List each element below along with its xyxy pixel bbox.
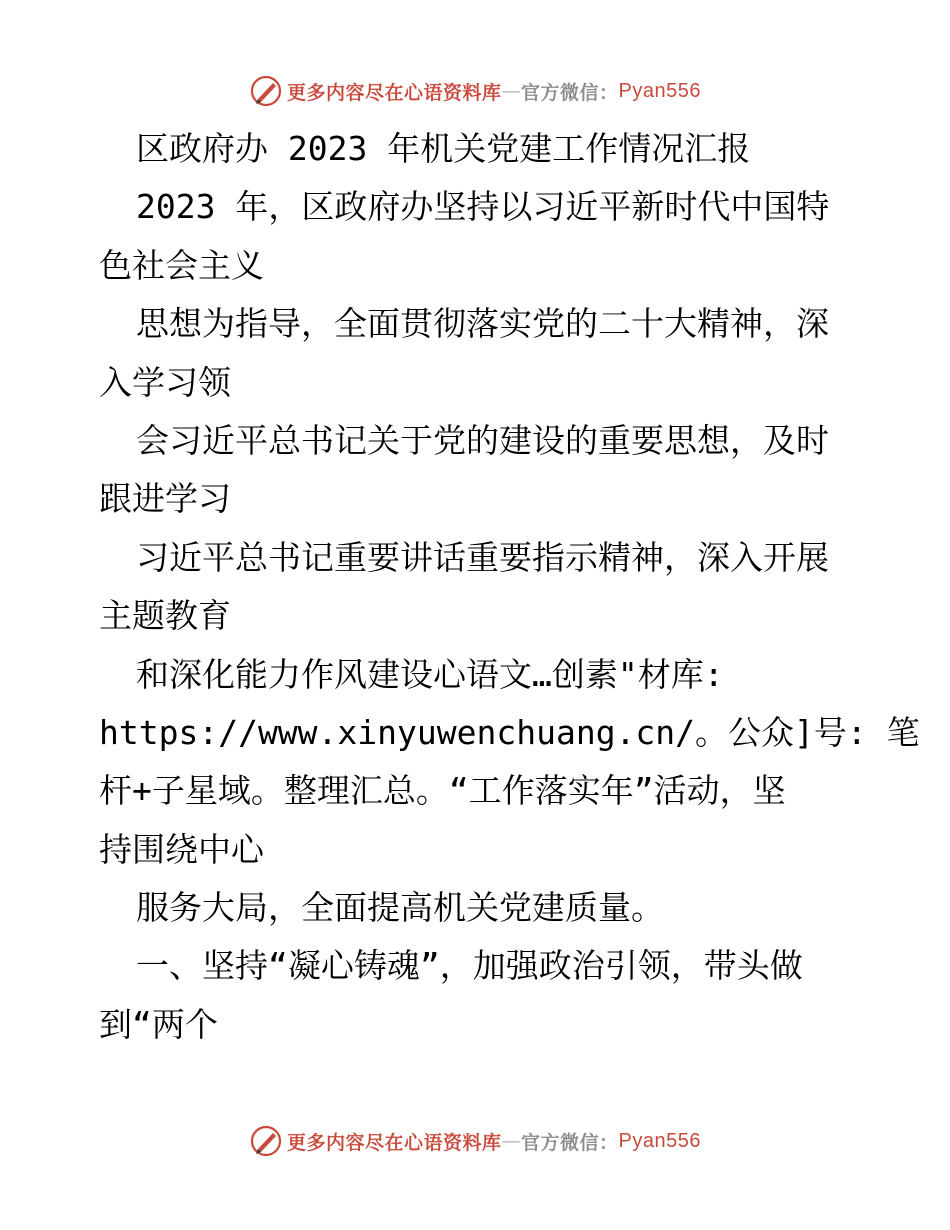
paragraph-line: 习近平总书记重要讲话重要指示精神，深入开展 [136, 537, 829, 577]
document-title: 区政府办 2023 年机关党建工作情况汇报 [136, 129, 751, 168]
pen-logo-icon [249, 74, 283, 108]
section-heading-line: 到“两个 [99, 1004, 218, 1044]
watermark-footer [0, 1121, 950, 1161]
watermark-separator: — [501, 80, 522, 102]
watermark-wechat-id: Pyan556 [618, 79, 701, 102]
watermark-wechat-id: Pyan556 [618, 1129, 701, 1152]
paragraph-line: 2023 年，区政府办坚持以习近平新时代中国特 [136, 187, 830, 227]
paragraph-line: 和深化能力作风建设心语文…创素"材库: [136, 654, 724, 694]
section-heading-line: 一、坚持“凝心铸魂”，加强政治引领，带头做 [136, 946, 803, 986]
paragraph-line: 跟进学习 [99, 479, 231, 519]
paragraph-line: 杆+子星域。整理汇总。“工作落实年”活动，坚 [99, 771, 786, 811]
watermark-header [0, 71, 950, 111]
paragraph-line-url: https://www.xinyuwenchuang.cn/。公众]号: 笔 [99, 712, 920, 752]
watermark-official-label: 官方微信： [521, 81, 619, 104]
document-body [99, 120, 920, 1054]
pen-logo-icon [249, 1124, 283, 1158]
watermark-main-text: 更多内容尽在心语资料库 [287, 81, 502, 104]
watermark-separator: — [501, 1130, 522, 1152]
watermark-main-text: 更多内容尽在心语资料库 [287, 1131, 502, 1154]
paragraph-line: 思想为指导，全面贯彻落实党的二十大精神，深 [136, 304, 829, 344]
paragraph-line: 色社会主义 [99, 245, 264, 285]
paragraph-line: 入学习领 [99, 362, 231, 402]
paragraph-line: 会习近平总书记关于党的建设的重要思想，及时 [136, 420, 829, 460]
paragraph-line: 服务大局，全面提高机关党建质量。 [136, 888, 664, 928]
watermark-official-label: 官方微信： [521, 1131, 619, 1154]
paragraph-line: 持围绕中心 [99, 829, 264, 869]
paragraph-line: 主题教育 [99, 596, 231, 636]
